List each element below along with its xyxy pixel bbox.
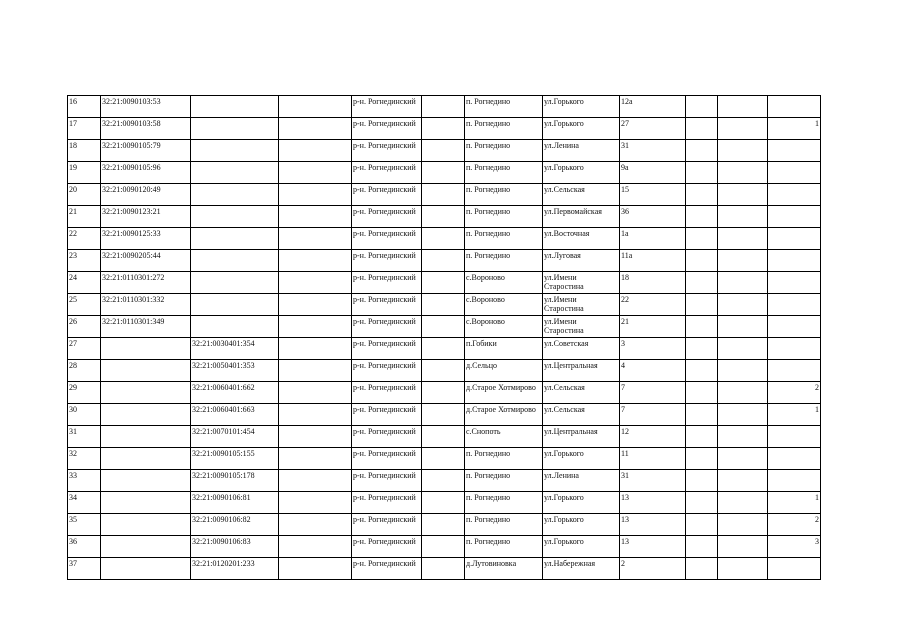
- cell-cadastral-number-1: [101, 338, 191, 360]
- cell-row-number: 31: [68, 426, 101, 448]
- cell-house-number: 12а: [620, 96, 686, 118]
- cell-settlement: п. Рогнедино: [465, 162, 543, 184]
- cell-empty-2: [422, 426, 465, 448]
- cell-empty-3: [686, 294, 718, 316]
- cell-settlement: п. Рогнедино: [465, 250, 543, 272]
- cell-empty-3: [686, 228, 718, 250]
- cell-house-number: 3: [620, 338, 686, 360]
- cell-house-number: 7: [620, 404, 686, 426]
- cell-row-number: 32: [68, 448, 101, 470]
- table-row: [68, 426, 821, 448]
- cell-district: р-н. Рогнединский: [352, 382, 422, 404]
- cell-house-number: 31: [620, 470, 686, 492]
- cell-street: ул.Ленина: [543, 470, 620, 492]
- cell-empty-1: [279, 426, 352, 448]
- cell-cadastral-number-1: 32:21:0090105:79: [101, 140, 191, 162]
- table-row: [68, 272, 821, 294]
- cell-empty-2: [422, 206, 465, 228]
- cell-empty-4: [718, 250, 768, 272]
- cell-district: р-н. Рогнединский: [352, 272, 422, 294]
- cell-cadastral-number-2: [191, 316, 279, 338]
- cell-district: р-н. Рогнединский: [352, 360, 422, 382]
- cell-empty-2: [422, 360, 465, 382]
- cell-empty-2: [422, 382, 465, 404]
- cell-apartment-number: [768, 360, 821, 382]
- cell-empty-2: [422, 140, 465, 162]
- cell-cadastral-number-2: 32:21:0030401:354: [191, 338, 279, 360]
- table-row: [68, 206, 821, 228]
- cell-empty-1: [279, 96, 352, 118]
- cell-cadastral-number-2: 32:21:0060401:663: [191, 404, 279, 426]
- cell-cadastral-number-1: 32:21:0090103:58: [101, 118, 191, 140]
- cell-empty-1: [279, 536, 352, 558]
- cell-empty-2: [422, 558, 465, 580]
- cell-empty-1: [279, 272, 352, 294]
- cell-empty-2: [422, 228, 465, 250]
- cell-empty-1: [279, 140, 352, 162]
- cell-empty-1: [279, 448, 352, 470]
- cell-street: ул.Центральная: [543, 360, 620, 382]
- cell-apartment-number: [768, 448, 821, 470]
- cell-apartment-number: [768, 294, 821, 316]
- cell-settlement: п.Гобики: [465, 338, 543, 360]
- table-row: [68, 558, 821, 580]
- cell-empty-3: [686, 96, 718, 118]
- cell-house-number: 9а: [620, 162, 686, 184]
- cell-apartment-number: [768, 558, 821, 580]
- cell-cadastral-number-1: [101, 514, 191, 536]
- cell-empty-4: [718, 228, 768, 250]
- cell-apartment-number: 1: [768, 404, 821, 426]
- cell-empty-2: [422, 272, 465, 294]
- cell-row-number: 35: [68, 514, 101, 536]
- cell-apartment-number: [768, 272, 821, 294]
- cell-empty-1: [279, 382, 352, 404]
- table-row: [68, 228, 821, 250]
- cell-apartment-number: [768, 184, 821, 206]
- cell-street: ул.Сельская: [543, 404, 620, 426]
- cell-empty-4: [718, 470, 768, 492]
- cell-empty-3: [686, 492, 718, 514]
- cell-settlement: д.Старое Хотмирово: [465, 382, 543, 404]
- cell-street: ул.Горького: [543, 514, 620, 536]
- cell-apartment-number: [768, 316, 821, 338]
- table-row: [68, 382, 821, 404]
- cell-empty-1: [279, 316, 352, 338]
- cell-district: р-н. Рогнединский: [352, 338, 422, 360]
- cell-empty-3: [686, 360, 718, 382]
- cell-empty-3: [686, 470, 718, 492]
- cell-settlement: п. Рогнедино: [465, 184, 543, 206]
- cell-empty-4: [718, 426, 768, 448]
- cell-cadastral-number-1: 32:21:0090120:49: [101, 184, 191, 206]
- cell-empty-4: [718, 360, 768, 382]
- cell-cadastral-number-1: 32:21:0090125:33: [101, 228, 191, 250]
- cell-house-number: 11а: [620, 250, 686, 272]
- cell-settlement: п. Рогнедино: [465, 140, 543, 162]
- cell-row-number: 25: [68, 294, 101, 316]
- cell-empty-3: [686, 184, 718, 206]
- cell-empty-4: [718, 492, 768, 514]
- cell-row-number: 28: [68, 360, 101, 382]
- cell-district: р-н. Рогнединский: [352, 492, 422, 514]
- cell-cadastral-number-1: [101, 558, 191, 580]
- cell-row-number: 21: [68, 206, 101, 228]
- cell-row-number: 24: [68, 272, 101, 294]
- cell-apartment-number: 2: [768, 382, 821, 404]
- cell-district: р-н. Рогнединский: [352, 184, 422, 206]
- cell-apartment-number: 1: [768, 492, 821, 514]
- cell-empty-2: [422, 184, 465, 206]
- cell-apartment-number: [768, 250, 821, 272]
- cell-apartment-number: [768, 162, 821, 184]
- cell-empty-1: [279, 558, 352, 580]
- cell-empty-4: [718, 294, 768, 316]
- cell-street: ул.Восточная: [543, 228, 620, 250]
- cell-apartment-number: [768, 206, 821, 228]
- table-row: [68, 536, 821, 558]
- table-row: [68, 250, 821, 272]
- table-row: [68, 470, 821, 492]
- cell-cadastral-number-1: 32:21:0110301:332: [101, 294, 191, 316]
- cell-empty-4: [718, 184, 768, 206]
- cell-row-number: 27: [68, 338, 101, 360]
- cell-house-number: 18: [620, 272, 686, 294]
- cell-empty-4: [718, 162, 768, 184]
- cell-empty-2: [422, 470, 465, 492]
- cell-street: ул.Горького: [543, 536, 620, 558]
- cell-house-number: 2: [620, 558, 686, 580]
- cell-district: р-н. Рогнединский: [352, 448, 422, 470]
- cell-empty-2: [422, 96, 465, 118]
- table-row: [68, 316, 821, 338]
- table-row: [68, 338, 821, 360]
- cell-apartment-number: [768, 426, 821, 448]
- cell-settlement: д.Сельцо: [465, 360, 543, 382]
- cell-street: ул.Горького: [543, 162, 620, 184]
- cell-cadastral-number-1: 32:21:0090205:44: [101, 250, 191, 272]
- cell-empty-1: [279, 118, 352, 140]
- cell-apartment-number: [768, 140, 821, 162]
- cell-empty-4: [718, 206, 768, 228]
- cell-empty-3: [686, 404, 718, 426]
- cell-house-number: 21: [620, 316, 686, 338]
- cell-empty-1: [279, 404, 352, 426]
- cell-settlement: п. Рогнедино: [465, 448, 543, 470]
- cell-cadastral-number-1: [101, 492, 191, 514]
- cell-empty-1: [279, 250, 352, 272]
- cell-district: р-н. Рогнединский: [352, 558, 422, 580]
- cell-street: ул.Имени Старостина: [543, 316, 620, 338]
- cell-street: ул.Горького: [543, 96, 620, 118]
- cell-district: р-н. Рогнединский: [352, 228, 422, 250]
- cell-empty-4: [718, 338, 768, 360]
- cell-house-number: 11: [620, 448, 686, 470]
- cell-empty-4: [718, 404, 768, 426]
- cell-empty-2: [422, 338, 465, 360]
- table-row: [68, 184, 821, 206]
- cell-settlement: п. Рогнедино: [465, 228, 543, 250]
- cell-district: р-н. Рогнединский: [352, 316, 422, 338]
- cell-cadastral-number-2: 32:21:0090106:82: [191, 514, 279, 536]
- cell-empty-3: [686, 558, 718, 580]
- cell-house-number: 13: [620, 536, 686, 558]
- cell-district: р-н. Рогнединский: [352, 250, 422, 272]
- cell-cadastral-number-2: [191, 250, 279, 272]
- cell-empty-1: [279, 228, 352, 250]
- cell-settlement: с.Вороново: [465, 316, 543, 338]
- cell-cadastral-number-1: 32:21:0090123:21: [101, 206, 191, 228]
- cell-house-number: 1а: [620, 228, 686, 250]
- cell-street: ул.Советская: [543, 338, 620, 360]
- cell-street: ул.Горького: [543, 118, 620, 140]
- cell-district: р-н. Рогнединский: [352, 294, 422, 316]
- cell-cadastral-number-1: [101, 382, 191, 404]
- cell-cadastral-number-1: [101, 426, 191, 448]
- cell-settlement: с.Снопоть: [465, 426, 543, 448]
- cell-apartment-number: 3: [768, 536, 821, 558]
- cell-street: ул.Центральная: [543, 426, 620, 448]
- cell-empty-3: [686, 272, 718, 294]
- cell-empty-3: [686, 206, 718, 228]
- cell-empty-4: [718, 382, 768, 404]
- cell-empty-1: [279, 294, 352, 316]
- cell-street: ул.Имени Старостина: [543, 294, 620, 316]
- cell-house-number: 36: [620, 206, 686, 228]
- table-row: [68, 118, 821, 140]
- cell-row-number: 20: [68, 184, 101, 206]
- cell-cadastral-number-2: [191, 184, 279, 206]
- cell-street: ул.Сельская: [543, 184, 620, 206]
- table-row: [68, 492, 821, 514]
- cell-row-number: 16: [68, 96, 101, 118]
- cell-empty-2: [422, 294, 465, 316]
- cell-empty-3: [686, 514, 718, 536]
- cell-cadastral-number-1: [101, 536, 191, 558]
- cell-empty-2: [422, 316, 465, 338]
- cell-row-number: 17: [68, 118, 101, 140]
- register-table: [67, 95, 821, 580]
- cell-street: ул.Сельская: [543, 382, 620, 404]
- cell-apartment-number: 1: [768, 118, 821, 140]
- cell-cadastral-number-1: [101, 360, 191, 382]
- table-row: [68, 404, 821, 426]
- cell-settlement: п. Рогнедино: [465, 514, 543, 536]
- cell-cadastral-number-2: [191, 294, 279, 316]
- cell-cadastral-number-2: [191, 272, 279, 294]
- cell-settlement: п. Рогнедино: [465, 118, 543, 140]
- cell-empty-3: [686, 250, 718, 272]
- table-row: [68, 140, 821, 162]
- table-row: [68, 162, 821, 184]
- cell-row-number: 30: [68, 404, 101, 426]
- cell-apartment-number: [768, 96, 821, 118]
- cell-row-number: 36: [68, 536, 101, 558]
- cell-cadastral-number-2: 32:21:0090106:83: [191, 536, 279, 558]
- cell-empty-1: [279, 470, 352, 492]
- cell-cadastral-number-2: 32:21:0090106:81: [191, 492, 279, 514]
- cell-cadastral-number-1: [101, 448, 191, 470]
- cell-district: р-н. Рогнединский: [352, 470, 422, 492]
- cell-empty-4: [718, 514, 768, 536]
- cell-empty-3: [686, 162, 718, 184]
- cell-row-number: 23: [68, 250, 101, 272]
- cell-empty-2: [422, 118, 465, 140]
- cell-empty-4: [718, 558, 768, 580]
- cell-empty-1: [279, 514, 352, 536]
- cell-empty-4: [718, 272, 768, 294]
- cell-house-number: 13: [620, 514, 686, 536]
- cell-house-number: 13: [620, 492, 686, 514]
- cell-empty-4: [718, 140, 768, 162]
- cell-cadastral-number-2: [191, 206, 279, 228]
- cell-cadastral-number-2: [191, 118, 279, 140]
- cell-cadastral-number-2: [191, 162, 279, 184]
- cell-house-number: 31: [620, 140, 686, 162]
- cell-house-number: 4: [620, 360, 686, 382]
- cell-street: ул.Имени Старостина: [543, 272, 620, 294]
- cell-empty-1: [279, 338, 352, 360]
- cell-empty-3: [686, 382, 718, 404]
- cell-empty-4: [718, 536, 768, 558]
- cell-empty-2: [422, 492, 465, 514]
- cell-row-number: 22: [68, 228, 101, 250]
- cell-cadastral-number-2: [191, 96, 279, 118]
- cell-empty-3: [686, 338, 718, 360]
- cell-settlement: с.Вороново: [465, 272, 543, 294]
- cell-empty-3: [686, 448, 718, 470]
- cell-street: ул.Луговая: [543, 250, 620, 272]
- cell-settlement: п. Рогнедино: [465, 96, 543, 118]
- cell-settlement: с.Вороново: [465, 294, 543, 316]
- cell-cadastral-number-2: [191, 140, 279, 162]
- table-row: [68, 514, 821, 536]
- cell-cadastral-number-2: 32:21:0060401:662: [191, 382, 279, 404]
- cell-empty-1: [279, 492, 352, 514]
- cell-street: ул.Набережная: [543, 558, 620, 580]
- cell-empty-2: [422, 250, 465, 272]
- cell-district: р-н. Рогнединский: [352, 118, 422, 140]
- cell-settlement: п. Рогнедино: [465, 492, 543, 514]
- cell-cadastral-number-1: 32:21:0110301:272: [101, 272, 191, 294]
- cell-house-number: 7: [620, 382, 686, 404]
- cell-empty-3: [686, 536, 718, 558]
- cell-empty-2: [422, 514, 465, 536]
- cell-empty-1: [279, 206, 352, 228]
- cell-settlement: п. Рогнедино: [465, 206, 543, 228]
- cell-apartment-number: 2: [768, 514, 821, 536]
- cell-cadastral-number-1: 32:21:0090103:53: [101, 96, 191, 118]
- cell-row-number: 18: [68, 140, 101, 162]
- cell-empty-4: [718, 118, 768, 140]
- cell-empty-4: [718, 448, 768, 470]
- cell-row-number: 19: [68, 162, 101, 184]
- cell-settlement: п. Рогнедино: [465, 470, 543, 492]
- cell-empty-2: [422, 536, 465, 558]
- cell-street: ул.Горького: [543, 448, 620, 470]
- cell-cadastral-number-2: 32:21:0090105:155: [191, 448, 279, 470]
- cell-row-number: 33: [68, 470, 101, 492]
- cell-cadastral-number-2: 32:21:0120201:233: [191, 558, 279, 580]
- table-row: [68, 96, 821, 118]
- cell-house-number: 12: [620, 426, 686, 448]
- cell-district: р-н. Рогнединский: [352, 514, 422, 536]
- cell-street: ул.Горького: [543, 492, 620, 514]
- cell-empty-1: [279, 162, 352, 184]
- cell-cadastral-number-2: 32:21:0050401:353: [191, 360, 279, 382]
- cell-empty-1: [279, 184, 352, 206]
- cell-empty-2: [422, 162, 465, 184]
- cell-empty-4: [718, 316, 768, 338]
- cell-house-number: 22: [620, 294, 686, 316]
- cell-district: р-н. Рогнединский: [352, 426, 422, 448]
- cell-empty-2: [422, 404, 465, 426]
- cell-cadastral-number-2: [191, 228, 279, 250]
- table-row: [68, 360, 821, 382]
- cell-district: р-н. Рогнединский: [352, 96, 422, 118]
- cell-empty-4: [718, 96, 768, 118]
- cell-apartment-number: [768, 228, 821, 250]
- cell-cadastral-number-1: [101, 470, 191, 492]
- cell-empty-3: [686, 316, 718, 338]
- cell-settlement: д.Старое Хотмирово: [465, 404, 543, 426]
- cell-district: р-н. Рогнединский: [352, 536, 422, 558]
- cell-empty-3: [686, 140, 718, 162]
- register-table-body: [68, 96, 821, 580]
- cell-house-number: 27: [620, 118, 686, 140]
- cell-cadastral-number-2: 32:21:0070101:454: [191, 426, 279, 448]
- cell-empty-3: [686, 426, 718, 448]
- cell-district: р-н. Рогнединский: [352, 140, 422, 162]
- cell-row-number: 29: [68, 382, 101, 404]
- cell-district: р-н. Рогнединский: [352, 206, 422, 228]
- cell-cadastral-number-1: 32:21:0090105:96: [101, 162, 191, 184]
- cell-settlement: д.Лутовиновка: [465, 558, 543, 580]
- cell-apartment-number: [768, 338, 821, 360]
- cell-district: р-н. Рогнединский: [352, 404, 422, 426]
- cell-row-number: 37: [68, 558, 101, 580]
- table-row: [68, 448, 821, 470]
- cell-cadastral-number-2: 32:21:0090105:178: [191, 470, 279, 492]
- cell-district: р-н. Рогнединский: [352, 162, 422, 184]
- cell-empty-1: [279, 360, 352, 382]
- cell-settlement: п. Рогнедино: [465, 536, 543, 558]
- cell-empty-2: [422, 448, 465, 470]
- cell-house-number: 15: [620, 184, 686, 206]
- cell-empty-3: [686, 118, 718, 140]
- cell-street: ул.Первомайская: [543, 206, 620, 228]
- table-row: [68, 294, 821, 316]
- cell-apartment-number: [768, 470, 821, 492]
- cell-row-number: 34: [68, 492, 101, 514]
- cell-row-number: 26: [68, 316, 101, 338]
- cell-street: ул.Ленина: [543, 140, 620, 162]
- cell-cadastral-number-1: [101, 404, 191, 426]
- cell-cadastral-number-1: 32:21:0110301:349: [101, 316, 191, 338]
